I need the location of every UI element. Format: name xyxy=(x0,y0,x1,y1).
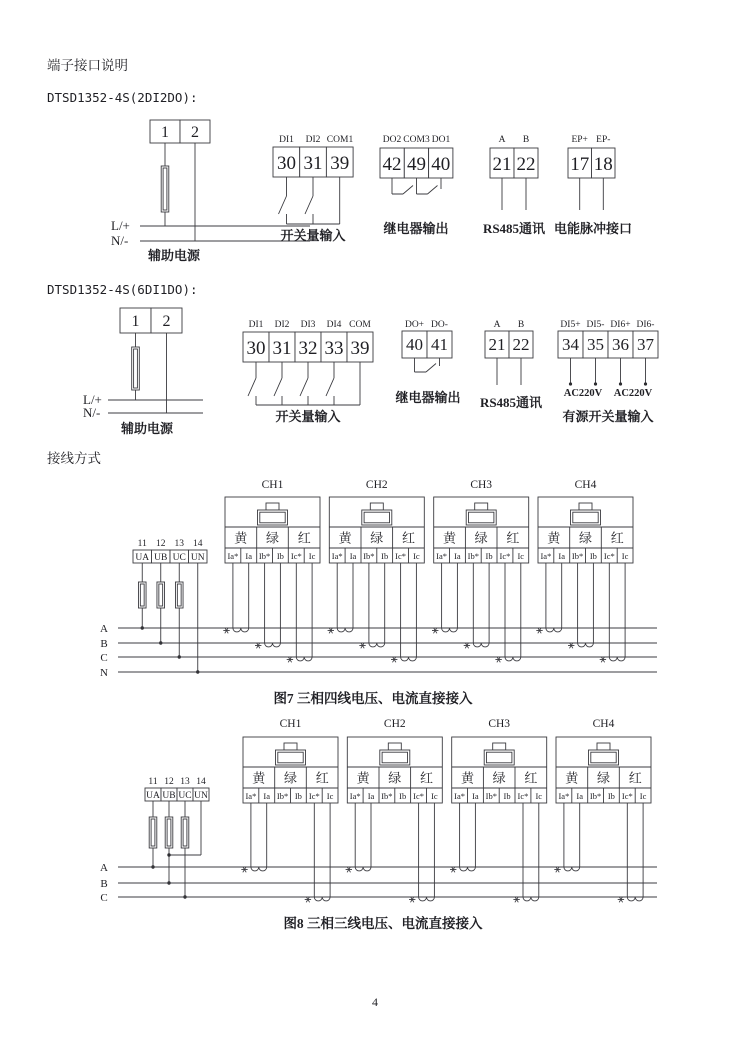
ct-terminal-label: Ib xyxy=(381,551,389,561)
terminal-number: 35 xyxy=(587,335,604,354)
terminal-number: 1 xyxy=(131,313,140,330)
wire-color-label: 黄 xyxy=(547,530,561,546)
terminal-number: 18 xyxy=(593,154,613,175)
terminal-number: 39 xyxy=(350,338,370,359)
sec2-aux-power-diagram xyxy=(83,308,203,436)
wire-color-label: 黄 xyxy=(442,530,457,546)
terminal-number: 13 xyxy=(180,777,190,787)
wire-color-label: 红 xyxy=(506,530,520,546)
terminal-number: 11 xyxy=(137,539,147,549)
channel-label: CH3 xyxy=(488,718,511,730)
terminal-number: 30 xyxy=(246,338,266,359)
wire-color-label: 绿 xyxy=(370,530,384,546)
fuse-wires xyxy=(142,563,179,582)
bus-label: C xyxy=(100,652,108,664)
terminal-number: 42 xyxy=(382,154,402,175)
ct-terminal-label: Ic* xyxy=(290,551,302,561)
fig8-channel-block xyxy=(347,737,442,803)
fig8-caption: 图8 三相三线电压、电流直接接入 xyxy=(283,916,483,931)
pulse-label: 电能脉冲接口 xyxy=(553,221,633,236)
wire-color-label: 红 xyxy=(419,770,434,786)
terminal-header: DO+ xyxy=(404,320,425,330)
terminal-number: 41 xyxy=(431,335,448,354)
wire-color-label: 绿 xyxy=(283,770,298,786)
channel-label: CH2 xyxy=(383,718,406,730)
terminal-header: A xyxy=(493,320,501,330)
page-title: 端子接口说明 xyxy=(47,58,128,73)
ct-terminal-label: Ia xyxy=(558,551,566,561)
ct-terminal-label: Ic xyxy=(431,791,438,801)
ac-voltage-label: AC220V xyxy=(613,388,653,399)
ct-terminal-label: Ic* xyxy=(499,551,511,561)
terminal-header: DI4 xyxy=(326,320,342,330)
do-label: 继电器输出 xyxy=(395,390,461,405)
terminal-number: 33 xyxy=(324,338,344,359)
active-di-wires xyxy=(571,358,646,384)
ct-terminal-label: Ia* xyxy=(540,551,552,561)
do-label: 继电器输出 xyxy=(383,221,449,236)
voltage-terminal-label: UB xyxy=(162,791,176,801)
ct-terminal-label: Ic xyxy=(621,551,629,561)
ct-terminal-label: Ia xyxy=(245,551,253,561)
voltage-terminal-label: UB xyxy=(154,553,168,563)
ct-terminal-label: Ib* xyxy=(571,551,584,561)
wire-color-label: 红 xyxy=(524,770,538,786)
bus-label: A xyxy=(100,623,108,635)
channel-label: CH1 xyxy=(261,479,284,491)
sec1-pulse-diagram xyxy=(554,135,632,236)
wire-color-label: 红 xyxy=(315,770,329,786)
fig8-channel-block xyxy=(556,737,651,803)
ct-terminal-label: Ib xyxy=(294,791,302,801)
ct-terminal-label: Ia xyxy=(576,791,584,801)
terminal-number: 13 xyxy=(174,539,184,549)
terminal-header: B xyxy=(517,320,525,330)
terminal-header: DI3 xyxy=(300,320,316,330)
terminal-number: 22 xyxy=(516,154,536,175)
phase-drop-wires xyxy=(142,563,198,672)
ct-terminal-label: Ib xyxy=(276,551,284,561)
wire-color-label: 绿 xyxy=(265,530,280,546)
terminal-header: DI1 xyxy=(279,135,294,145)
fig8-channel-block xyxy=(243,737,338,803)
section1-heading: DTSD1352-4S(2DI2DO): xyxy=(47,90,198,105)
fig7-voltage-terminals xyxy=(133,539,207,674)
ct-terminal-label: Ia* xyxy=(454,791,466,801)
fig7-channel-block xyxy=(225,497,320,563)
ct-terminal-label: Ia* xyxy=(331,551,343,561)
ct-terminal-label: Ib* xyxy=(589,791,602,801)
terminal-number: 1 xyxy=(161,124,169,141)
terminal-number: 11 xyxy=(148,777,158,787)
ct-terminal-label: Ia xyxy=(263,791,271,801)
channel-label: CH4 xyxy=(592,718,615,730)
wire-color-label: 绿 xyxy=(492,770,506,786)
wire-color-label: 绿 xyxy=(578,530,593,546)
ct-terminal-label: Ia xyxy=(472,791,479,801)
bus-label: A xyxy=(100,862,108,874)
voltage-terminal-label: UA xyxy=(135,553,150,563)
rs485-wires xyxy=(497,358,521,385)
terminal-header: EP- xyxy=(596,135,611,145)
terminal-header: DO- xyxy=(431,320,448,330)
terminal-number: 17 xyxy=(570,154,590,175)
fig8-diagram xyxy=(100,718,657,904)
channel-label: CH2 xyxy=(365,479,388,491)
relay-contact-wires xyxy=(392,178,441,194)
page-number: 4 xyxy=(372,995,378,1009)
ct-terminal-label: Ib xyxy=(589,551,597,561)
ct-terminal-label: Ia* xyxy=(245,791,257,801)
ct-terminal-label: Ib* xyxy=(485,791,497,801)
di-label: 开关量输入 xyxy=(280,228,346,243)
terminal-number: 36 xyxy=(612,335,629,354)
fig7-channel-block xyxy=(434,497,529,563)
terminal-number: 2 xyxy=(191,124,199,141)
terminal-number: 40 xyxy=(431,154,451,175)
wire-color-label: 黄 xyxy=(338,530,352,546)
fig8-ct-wiring xyxy=(241,803,643,902)
terminal-header: DI5- xyxy=(586,320,605,330)
wire-color-label: 黄 xyxy=(252,770,266,786)
fig7-bus-lines xyxy=(100,623,657,679)
channel-label: CH4 xyxy=(574,479,597,491)
terminal-number: 40 xyxy=(406,335,423,354)
fig8-voltage-terminals xyxy=(145,777,209,899)
sec2-di-diagram xyxy=(243,320,373,424)
terminal-number: 2 xyxy=(162,313,171,330)
terminal-number: 14 xyxy=(193,539,203,549)
sec1-rs485-diagram xyxy=(483,135,546,236)
terminal-number: 49 xyxy=(407,154,426,175)
terminal-header: COM xyxy=(349,320,371,330)
ct-terminal-label: Ia xyxy=(454,551,461,561)
terminal-number: 31 xyxy=(303,153,323,174)
terminal-number: 39 xyxy=(330,153,350,174)
channel-label: CH3 xyxy=(470,479,493,491)
terminal-number: 37 xyxy=(637,335,654,354)
voltage-terminal-label: UC xyxy=(172,553,186,563)
terminal-number: 31 xyxy=(272,338,292,359)
fig7-caption: 图7 三相四线电压、电流直接接入 xyxy=(273,691,473,706)
sec2-active-di-diagram xyxy=(558,320,658,424)
wire-color-label: 黄 xyxy=(460,770,475,786)
ct-terminal-label: Ic* xyxy=(413,791,425,801)
active-di-label: 有源开关量输入 xyxy=(562,409,654,424)
fig7-channel-block xyxy=(538,497,633,563)
wire-color-label: 红 xyxy=(401,530,416,546)
fig7-channel-block xyxy=(329,497,424,563)
ac-voltage-label: AC220V xyxy=(563,388,603,399)
sec2-do-diagram xyxy=(395,320,460,405)
rs485-label: RS485通讯 xyxy=(479,395,543,410)
bus-label: B xyxy=(100,638,108,650)
ct-terminal-label: Ib xyxy=(485,551,493,561)
terminal-number: 12 xyxy=(156,539,166,549)
wire-color-label: 绿 xyxy=(596,770,611,786)
switch-wires xyxy=(279,177,340,224)
terminal-number: 30 xyxy=(277,153,296,174)
wire-color-label: 红 xyxy=(610,530,624,546)
sec2-rs485-diagram xyxy=(480,320,543,410)
fig8-channel-block xyxy=(452,737,547,803)
ct-terminal-label: Ic* xyxy=(395,551,407,561)
ct-terminal-label: Ib xyxy=(607,791,615,801)
terminal-number: 32 xyxy=(298,338,318,359)
voltage-terminal-label: UC xyxy=(178,791,192,801)
terminal-header: DI5+ xyxy=(560,320,581,330)
ct-terminal-label: Ic* xyxy=(621,791,633,801)
terminal-header: EP+ xyxy=(571,135,588,145)
terminal-header: DI2 xyxy=(274,320,290,330)
bus-label: N xyxy=(100,667,108,679)
voltage-terminal-label: UN xyxy=(190,553,205,563)
ct-terminal-label: Ic xyxy=(535,791,543,801)
fig7-diagram xyxy=(100,479,657,679)
aux-power-label: 辅助电源 xyxy=(147,248,201,263)
terminal-header: DI1 xyxy=(248,320,264,330)
terminal-header: DI6+ xyxy=(610,320,631,330)
ct-terminal-label: Ib* xyxy=(276,791,289,801)
ct-terminal-label: Ia* xyxy=(227,551,239,561)
ct-terminal-label: Ic* xyxy=(308,791,320,801)
line-label: N/- xyxy=(111,233,129,248)
voltage-terminal-label: UA xyxy=(146,791,160,801)
terminal-header: B xyxy=(522,135,530,145)
switch-wires xyxy=(248,362,360,405)
wire-color-label: 红 xyxy=(628,770,642,786)
ct-terminal-label: Ia xyxy=(367,791,375,801)
terminal-number: 22 xyxy=(512,335,530,354)
terminal-header: DI6- xyxy=(636,320,655,330)
ct-terminal-label: Ic xyxy=(308,551,316,561)
ct-terminal-label: Ic xyxy=(639,791,647,801)
ct-terminal-label: Ia* xyxy=(436,551,448,561)
ct-terminal-label: Ia xyxy=(349,551,357,561)
terminal-number: 12 xyxy=(164,777,174,787)
ct-terminal-label: Ib xyxy=(503,791,511,801)
ct-terminal-label: Ia* xyxy=(349,791,361,801)
ct-terminal-label: Ib* xyxy=(258,551,271,561)
terminal-header: DO1 xyxy=(431,135,451,145)
ct-terminal-label: Ib* xyxy=(467,551,479,561)
line-label: L/+ xyxy=(111,218,130,233)
terminal-header: COM3 xyxy=(403,135,430,145)
wire-color-label: 黄 xyxy=(234,530,248,546)
wire-color-label: 黄 xyxy=(356,770,370,786)
terminal-number: 34 xyxy=(562,335,579,354)
ct-terminal-label: Ib* xyxy=(381,791,393,801)
bus-label: B xyxy=(100,878,108,890)
channel-label: CH1 xyxy=(279,718,302,730)
wire-color-label: 绿 xyxy=(474,530,488,546)
ct-terminal-label: Ic xyxy=(413,551,420,561)
ct-terminal-label: Ic* xyxy=(517,791,529,801)
ct-terminal-label: Ib xyxy=(399,791,407,801)
sec1-do-diagram xyxy=(380,135,453,236)
ct-terminal-label: Ic* xyxy=(603,551,615,561)
rs485-label: RS485通讯 xyxy=(482,221,546,236)
terminal-header: DI2 xyxy=(305,135,321,145)
terminal-number: 21 xyxy=(492,154,512,175)
ct-terminal-label: Ic xyxy=(326,791,334,801)
ct-terminal-label: Ib* xyxy=(363,551,375,561)
ct-terminal-label: Ic xyxy=(517,551,525,561)
di-label: 开关量输入 xyxy=(275,409,341,424)
section2-heading: DTSD1352-4S(6DI1DO): xyxy=(47,282,198,297)
terminal-header: DO2 xyxy=(382,135,402,145)
sec1-di-diagram xyxy=(273,135,353,243)
line-label: L/+ xyxy=(83,392,102,407)
pulse-wires xyxy=(580,178,604,210)
line-label: N/- xyxy=(83,405,101,420)
fuse-wires xyxy=(153,801,185,817)
rs485-wires xyxy=(502,178,526,210)
wire-color-label: 绿 xyxy=(388,770,402,786)
bus-label: C xyxy=(100,892,108,904)
aux-power-label: 辅助电源 xyxy=(120,421,174,436)
terminal-header: COM1 xyxy=(326,135,354,145)
relay-contact-wires xyxy=(415,358,440,372)
terminal-number: 21 xyxy=(488,335,506,354)
fig7-ct-wiring xyxy=(223,563,625,662)
ct-terminal-label: Ia* xyxy=(558,791,570,801)
voltage-terminal-label: UN xyxy=(194,791,208,801)
terminal-number: 14 xyxy=(196,777,206,787)
wire-color-label: 黄 xyxy=(565,770,579,786)
wire-color-label: 红 xyxy=(297,530,311,546)
wiring-heading: 接线方式 xyxy=(47,451,101,466)
terminal-header: A xyxy=(498,135,506,145)
